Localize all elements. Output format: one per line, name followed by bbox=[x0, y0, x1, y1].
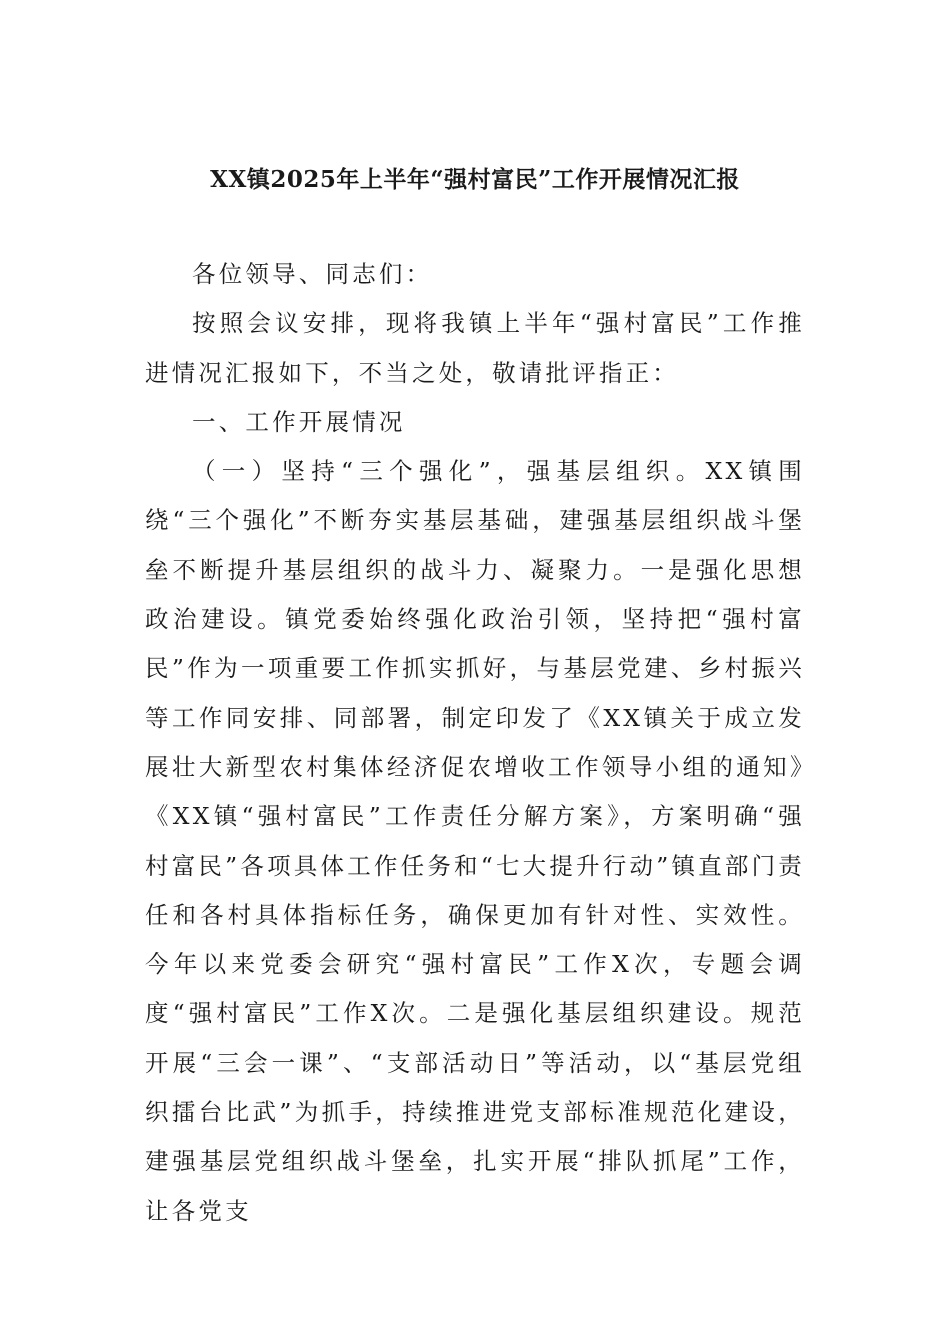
salutation: 各位领导、同志们： bbox=[192, 260, 433, 288]
section-heading: 一、工作开展情况 bbox=[192, 407, 406, 436]
document-body bbox=[145, 250, 805, 1236]
body-paragraph: （一）坚持“三个强化”，强基层组织。XX镇围绕“三个强化”不断夯实基层基础，建强基层组织战斗堡垒不断提升基层组织的战斗力、凝聚力。一是强化思想政治建设。镇党委始终强化政治引领，坚持把“强村富民”作为一项重要工作抓实抓好，与基层党建、乡村振兴等工作同安排、同部署，制定印发了《XX镇关于成立发展壮大新型农村集体经济促农增收工作领导小组的通知》《XX镇“强村富民”工作责任分解方案》，方案明确“强村富民”各项具体工作任务和“七大提升行动”镇直部门责任和各村具体指标任务，确保更加有针对性、实效性。今年以来党委会研究“强村富民”工作X次，专题会调度“强村富民”工作X次。二是强化基层组织建设。规范开展“三会一课”、“支部活动日”等活动，以“基层党组织擂台比武”为抓手，持续推进党支部标准规范化建设，建强基层党组织战斗堡垒，扎实开展“排队抓尾”工作，让各党支 bbox=[145, 457, 805, 1225]
intro-paragraph: 按照会议安排，现将我镇上半年“强村富民”工作推进情况汇报如下，不当之处，敬请批评指正： bbox=[145, 309, 805, 387]
document-title: XX镇2025年上半年“强村富民”工作开展情况汇报 bbox=[210, 166, 740, 193]
